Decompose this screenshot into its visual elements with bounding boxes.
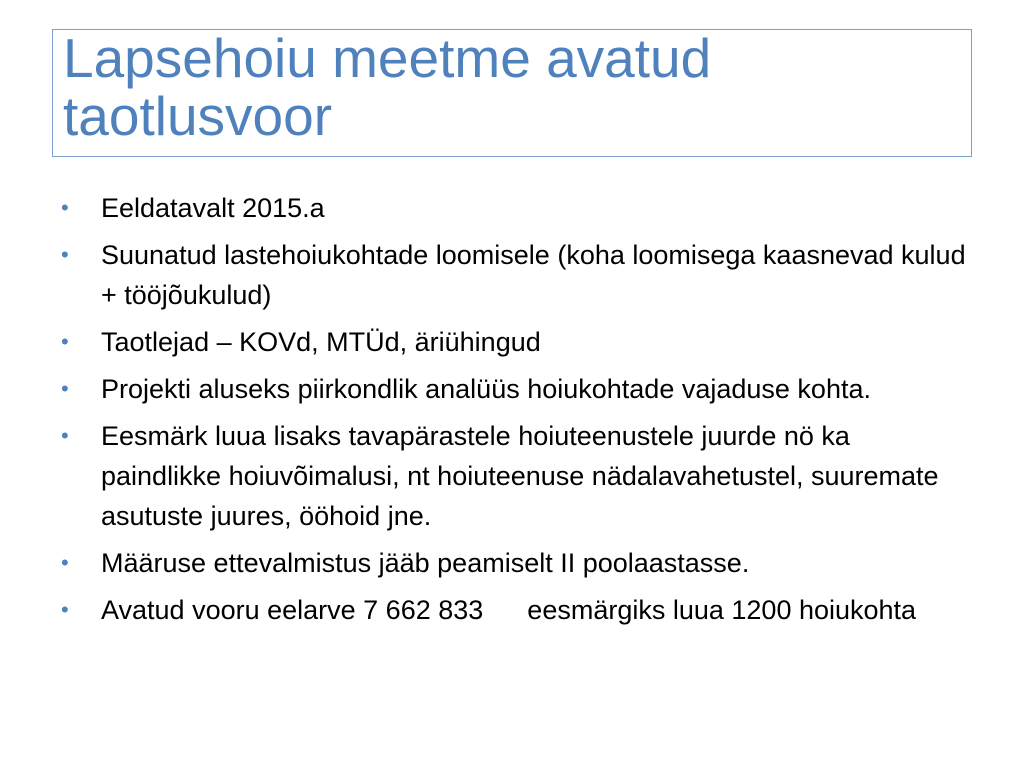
- bullet-item: [59, 590, 969, 630]
- bullet-icon: •: [61, 195, 69, 220]
- bullet-icon: •: [61, 597, 69, 622]
- bullet-text-budget: Avatud vooru eelarve 7 662 833: [101, 595, 484, 625]
- bullet-icon: •: [61, 550, 69, 575]
- bullet-item: [59, 235, 969, 315]
- bullet-text-goal: eesmärgiks luua 1200 hoiukohta: [527, 595, 917, 625]
- bullet-text: Taotlejad – KOVd, MTÜd, äriühingud: [101, 327, 541, 357]
- bullet-text: Suunatud lastehoiukohtade loomisele (koha loomisega kaasnevad kulud + tööjõukulud): [101, 240, 966, 310]
- bullet-icon: •: [61, 329, 69, 354]
- title-box[interactable]: [52, 29, 972, 157]
- bullet-icon: •: [61, 242, 69, 267]
- bullet-text: Projekti aluseks piirkondlik analüüs hoiukohtade vajaduse kohta.: [101, 374, 871, 404]
- bullet-text: Eeldatavalt 2015.a: [101, 193, 325, 223]
- bullet-icon: •: [61, 423, 69, 448]
- bullet-item: [59, 322, 969, 362]
- bullet-item: [59, 543, 969, 583]
- bullet-icon: •: [61, 376, 69, 401]
- title-line-1: Lapsehoiu meetme avatud: [63, 27, 712, 89]
- bullet-text: Määruse ettevalmistus jääb peamiselt II poolaastasse.: [101, 548, 750, 578]
- bullet-text: Eesmärk luua lisaks tavapärastele hoiuteenustele juurde nö ka paindlikke hoiuvõimalusi, nt hoiuteenuse nädalavahetustel, suuremate asutuste juures, ööhoid jne.: [101, 421, 939, 531]
- bullet-item: [59, 188, 969, 228]
- bullet-item: [59, 416, 969, 536]
- title-line-2: taotlusvoor: [63, 85, 333, 147]
- bullet-list: [59, 188, 969, 637]
- bullet-item: [59, 369, 969, 409]
- slide-title: [63, 29, 711, 145]
